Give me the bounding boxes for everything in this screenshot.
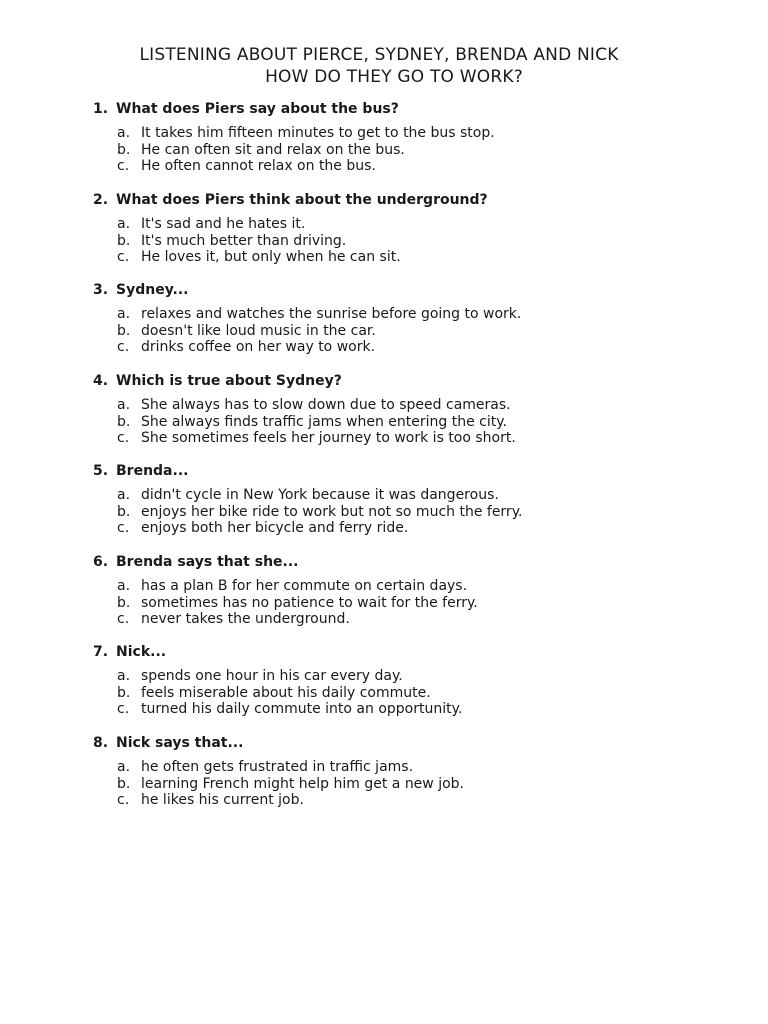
option-b — [117, 504, 733, 521]
option-letter: c. — [117, 701, 130, 717]
option-letter: c. — [117, 520, 130, 536]
question-text: Brenda... — [116, 463, 189, 479]
option-letter: b. — [117, 594, 131, 611]
title-line-1: LISTENING ABOUT PIERCE, SYDNEY, BRENDA AND NICK — [139, 45, 619, 65]
option-text: spends one hour in his car every day. — [141, 668, 403, 684]
option-letter: b. — [117, 503, 131, 520]
option-text: didn't cycle in New York because it was dangerous. — [141, 487, 499, 503]
option-text: drinks coffee on her way to work. — [141, 339, 376, 355]
option-c — [117, 158, 733, 175]
question-number: 4. — [93, 373, 109, 389]
question-6 — [93, 552, 733, 628]
question-1 — [93, 99, 733, 175]
option-c — [117, 520, 733, 537]
option-letter: b. — [117, 232, 131, 249]
option-letter: b. — [117, 775, 131, 792]
option-a — [117, 306, 733, 323]
option-b — [117, 233, 733, 250]
option-b — [117, 323, 733, 340]
question-number: 2. — [93, 192, 109, 208]
question-8 — [93, 733, 733, 809]
question-2 — [93, 190, 733, 266]
option-text: She always finds traffic jams when entering the city. — [141, 413, 507, 430]
question-7 — [93, 642, 733, 718]
option-c — [117, 430, 733, 447]
worksheet-title — [0, 44, 768, 88]
option-text: never takes the underground. — [141, 611, 350, 627]
question-4 — [93, 371, 733, 447]
question-text: Brenda says that she... — [116, 554, 299, 570]
option-text: doesn't like loud music in the car. — [141, 322, 376, 339]
option-letter: c. — [117, 611, 130, 627]
title-line-2: HOW DO THEY GO TO WORK? — [265, 67, 523, 87]
question-text: What does Piers say about the bus? — [116, 101, 399, 117]
option-c — [117, 339, 733, 356]
option-b — [117, 414, 733, 431]
option-letter: c. — [117, 339, 130, 355]
question-number: 6. — [93, 554, 109, 570]
option-c — [117, 611, 733, 628]
option-letter: a. — [117, 216, 131, 232]
option-letter: b. — [117, 322, 131, 339]
question-text: Which is true about Sydney? — [116, 373, 342, 389]
option-letter: c. — [117, 792, 130, 808]
option-a — [117, 125, 733, 142]
option-text: turned his daily commute into an opportunity. — [141, 701, 463, 717]
option-c — [117, 249, 733, 266]
option-text: It takes him fifteen minutes to get to the bus stop. — [141, 125, 495, 141]
option-letter: b. — [117, 413, 131, 430]
option-text: He loves it, but only when he can sit. — [141, 249, 401, 265]
option-a — [117, 759, 733, 776]
option-b — [117, 776, 733, 793]
option-letter: a. — [117, 125, 131, 141]
option-text: feels miserable about his daily commute. — [141, 684, 431, 701]
question-number: 1. — [93, 101, 109, 117]
option-text: It's sad and he hates it. — [141, 216, 306, 232]
option-text: he often gets frustrated in traffic jams. — [141, 759, 414, 775]
option-letter: a. — [117, 668, 131, 684]
option-text: he likes his current job. — [141, 792, 304, 808]
question-text: Nick says that... — [116, 735, 244, 751]
option-text: It's much better than driving. — [141, 232, 347, 249]
option-letter: c. — [117, 158, 130, 174]
option-text: learning French might help him get a new job. — [141, 775, 464, 792]
option-b — [117, 595, 733, 612]
option-c — [117, 792, 733, 809]
option-letter: c. — [117, 249, 130, 265]
option-text: He often cannot relax on the bus. — [141, 158, 376, 174]
question-5 — [93, 461, 733, 537]
option-b — [117, 685, 733, 702]
question-text: Nick... — [116, 644, 167, 660]
option-a — [117, 487, 733, 504]
option-text: He can often sit and relax on the bus. — [141, 141, 405, 158]
option-b — [117, 142, 733, 159]
option-letter: a. — [117, 487, 131, 503]
question-number: 3. — [93, 282, 109, 298]
option-a — [117, 216, 733, 233]
question-number: 5. — [93, 463, 109, 479]
option-text: enjoys her bike ride to work but not so much the ferry. — [141, 503, 523, 520]
option-letter: a. — [117, 578, 131, 594]
option-letter: c. — [117, 430, 130, 446]
question-text: What does Piers think about the underground? — [116, 192, 488, 208]
option-a — [117, 397, 733, 414]
option-letter: a. — [117, 306, 131, 322]
option-text: She sometimes feels her journey to work is too short. — [141, 430, 516, 446]
option-letter: a. — [117, 759, 131, 775]
question-3 — [93, 280, 733, 356]
question-text: Sydney... — [116, 282, 189, 298]
question-number: 8. — [93, 735, 109, 751]
question-number: 7. — [93, 644, 109, 660]
option-text: She always has to slow down due to speed cameras. — [141, 397, 511, 413]
option-letter: a. — [117, 397, 131, 413]
option-text: enjoys both her bicycle and ferry ride. — [141, 520, 409, 536]
option-text: sometimes has no patience to wait for the ferry. — [141, 594, 478, 611]
option-text: has a plan B for her commute on certain days. — [141, 578, 468, 594]
option-a — [117, 668, 733, 685]
option-a — [117, 578, 733, 595]
option-letter: b. — [117, 684, 131, 701]
option-text: relaxes and watches the sunrise before going to work. — [141, 306, 522, 322]
option-letter: b. — [117, 141, 131, 158]
option-c — [117, 701, 733, 718]
